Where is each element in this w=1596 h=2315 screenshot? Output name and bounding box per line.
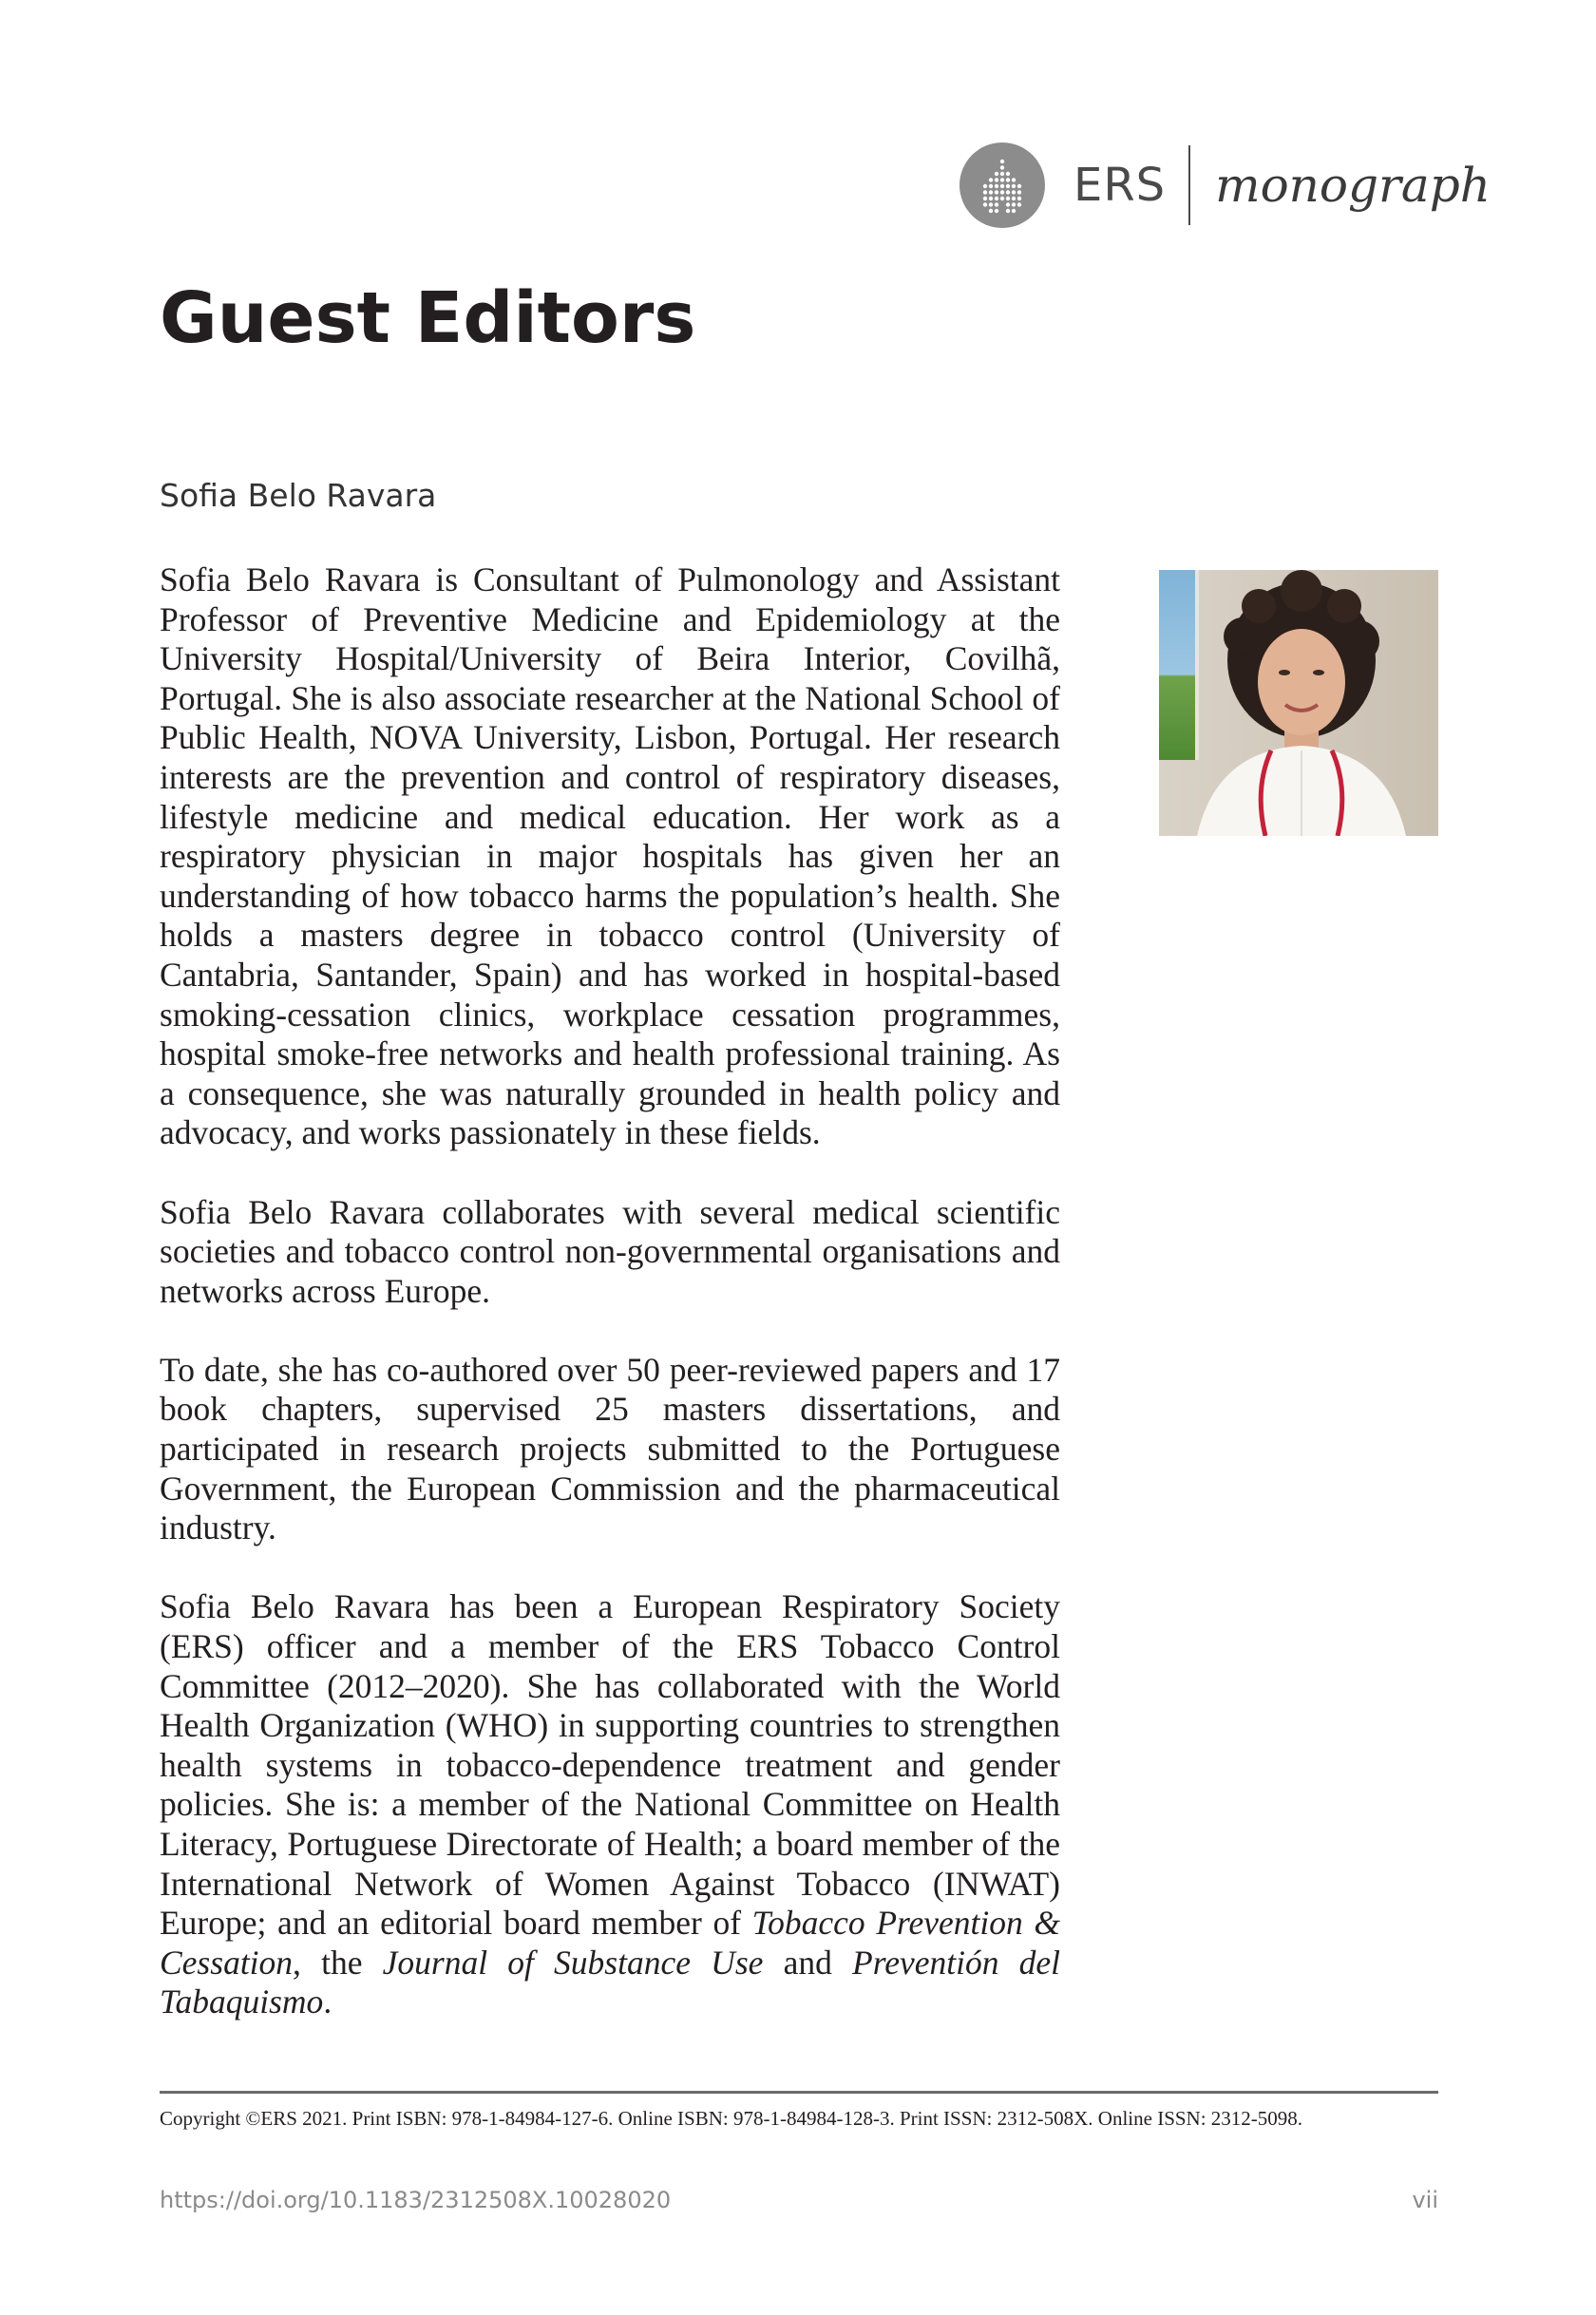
journal-title: Tobacco Prevention & Cessation <box>160 1904 1061 1982</box>
lung-dot <box>995 209 998 213</box>
bio-text: , the <box>293 1943 383 1982</box>
lung-dot <box>995 202 998 206</box>
logo-ers-text: ERS <box>1074 159 1167 212</box>
lung-dot <box>1000 178 1004 181</box>
ers-monograph-logo <box>960 142 1491 228</box>
lung-dot <box>1000 165 1004 169</box>
lungs-dots-icon <box>960 142 1045 228</box>
footer-divider <box>160 2091 1438 2094</box>
lung-dot <box>989 178 993 181</box>
editor-photo <box>1159 570 1438 836</box>
lung-dot <box>1017 190 1021 194</box>
lung-dot <box>1017 202 1021 206</box>
lung-dot <box>989 202 993 206</box>
lung-dot <box>1012 202 1016 206</box>
lung-dot <box>995 178 998 181</box>
editor-name: Sofia Belo Ravara <box>160 477 437 514</box>
lung-dot <box>989 197 993 200</box>
logo-monograph-text: monograph <box>1215 158 1491 213</box>
lung-dot <box>1006 178 1010 181</box>
lung-dot <box>989 184 993 188</box>
journal-title: Journal of Substance Use <box>382 1943 764 1982</box>
lung-dot <box>1012 209 1016 213</box>
lung-dot <box>1000 190 1004 194</box>
lung-dot <box>1006 172 1010 176</box>
lung-dot <box>1000 184 1004 188</box>
lung-dot <box>1000 197 1004 200</box>
lung-dot <box>1012 178 1016 181</box>
lung-dot <box>995 197 998 200</box>
lung-dot <box>989 190 993 194</box>
lung-dot <box>1017 197 1021 200</box>
lung-dot <box>983 184 987 188</box>
bio-paragraph: To date, she has co-authored over 50 peer-reviewed papers and 17 book chapters, supervised 25 masters dissertations, and participated in research projects submitted to the Portuguese Government, the European Commission and the pharmaceutical industry. <box>160 1350 1060 1547</box>
bio-paragraph-last <box>160 1587 1060 2022</box>
lung-dot <box>983 197 987 200</box>
copyright-notice: Copyright ©ERS 2021. Print ISBN: 978-1-84984-127-6. Online ISBN: 978-1-84984-128-3. Print ISSN: 2312-508X. Online ISSN: 2312-5098. <box>160 2107 1303 2130</box>
lung-dot <box>1012 184 1016 188</box>
lung-dot <box>1006 209 1010 213</box>
lung-dot <box>1017 184 1021 188</box>
lung-dot <box>1000 160 1004 163</box>
journal-title: Preventión del Tabaquismo <box>160 1943 1060 2021</box>
lung-dot <box>995 172 998 176</box>
bio-paragraph: Sofia Belo Ravara collaborates with several medical scientific societies and tobacco control non-governmental organisations and networks across Europe. <box>160 1192 1060 1310</box>
lung-dot <box>995 184 998 188</box>
bio-text: and <box>763 1943 853 1982</box>
lung-dot <box>1006 202 1010 206</box>
lung-dot <box>989 209 993 213</box>
page-number: vii <box>1412 2187 1438 2213</box>
lung-dot <box>1012 190 1016 194</box>
lung-dot <box>995 190 998 194</box>
lung-dot <box>1006 184 1010 188</box>
lung-dot <box>1006 197 1010 200</box>
bio-text: Sofia Belo Ravara has been a European Respiratory Society (ERS) officer and a member of the ERS Tobacco Control Committee (2012–2020). She has collaborated with the World Health Organization (WHO) in supporting countries to strengthen health systems in tobacco-dependence treatment and gender policies. She is: a member of the National Committee on Health Literacy, Portuguese Directorate of Health; a board member of the International Network of Women Against Tobacco (INWAT) Europe; and an editorial board member of <box>160 1587 1060 1943</box>
lung-dot <box>1000 172 1004 176</box>
bio-paragraph: Sofia Belo Ravara is Consultant of Pulmonology and Assistant Professor of Preventive Medicine and Epidemiology at the University Hospital/University of Beira Interior, Covilhã, Portugal. She is also associate researcher at the National School of Public Health, NOVA University, Lisbon, Portugal. Her research interests are the prevention and control of respiratory diseases, lifestyle medicine and medical education. Her work as a respiratory physician in major hospitals has given her an understanding of how tobacco harms the population’s health. She holds a masters degree in tobacco control (University of Cantabria, Santander, Spain) and has worked in hospital-based smoking-cessation clinics, workplace cessation programmes, hospital smoke-free networks and health professional training. As a consequence, she was naturally grounded in health policy and advocacy, and works passionately in these fields. <box>160 560 1060 1152</box>
lung-dot <box>983 202 987 206</box>
logo-divider <box>1188 145 1190 225</box>
bio-text: . <box>323 1983 332 2021</box>
lung-dot <box>1012 197 1016 200</box>
lung-dot <box>1006 190 1010 194</box>
page-title: Guest Editors <box>160 277 696 359</box>
doi-link[interactable]: https://doi.org/10.1183/2312508X.10028020 <box>160 2187 672 2213</box>
editor-biography <box>160 560 1060 2022</box>
editor-portrait <box>1159 570 1438 836</box>
lung-dot <box>983 190 987 194</box>
